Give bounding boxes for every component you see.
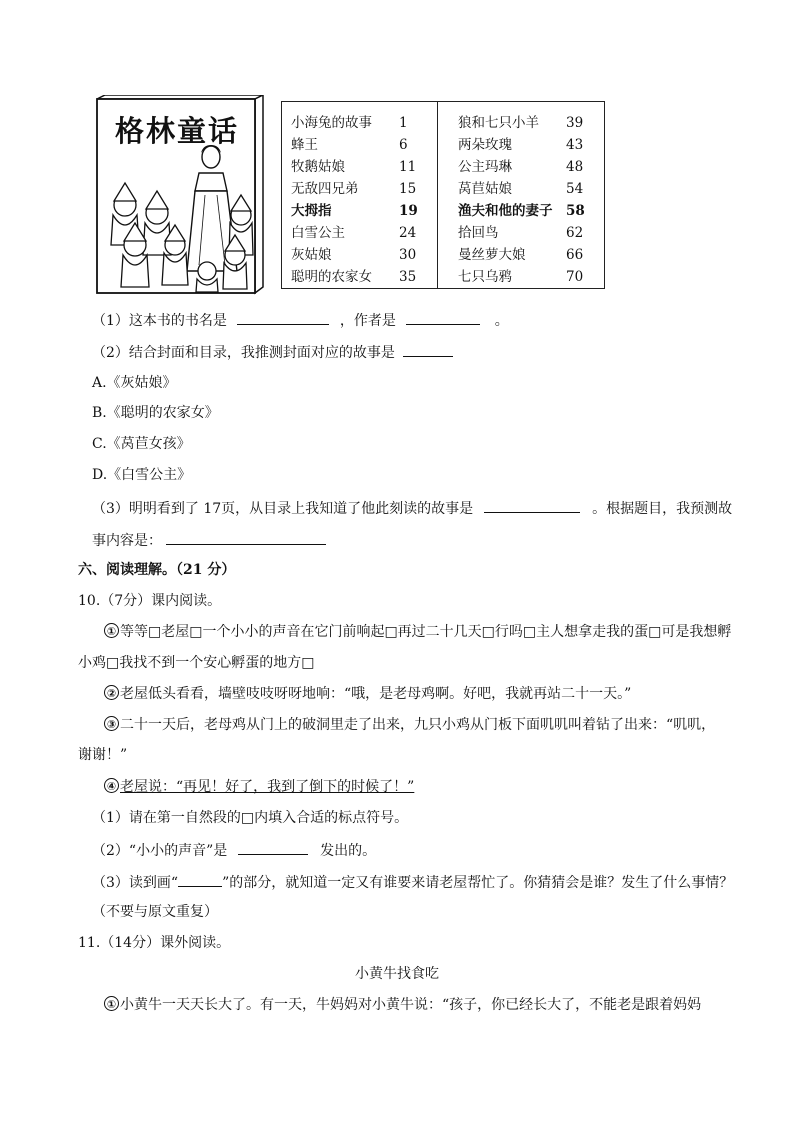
toc-entry-page: 58 — [566, 203, 585, 219]
book-cover-illustration — [95, 95, 265, 295]
toc-entry-page: 15 — [399, 181, 417, 197]
toc-column-left — [282, 102, 437, 288]
q10-p4-text: 老屋说：“再见！好了，我到了倒下的时候了！” — [120, 779, 415, 795]
toc-entry-title: 牧鹅姑娘 — [291, 159, 345, 175]
q9-sub2 — [92, 342, 453, 362]
toc-entry-page: 48 — [566, 159, 584, 175]
toc-entry-page: 70 — [566, 269, 584, 285]
toc-entry — [458, 200, 596, 222]
q10-p3-text: 二十一天后，老母鸡从门上的破洞里走了出来，九只小鸡从门板下面叽叽叫着钻了出来：“叽叽， — [120, 717, 716, 733]
paragraph-number: ④ — [104, 778, 119, 793]
toc-entry-title: 两朵玫瑰 — [458, 137, 512, 153]
q10-sub2 — [92, 840, 376, 860]
toc-entry — [458, 266, 596, 288]
q9-sub1-text: （1）这本书的书名是 — [92, 313, 227, 329]
q10-paragraph-3 — [104, 716, 715, 734]
underline-mark-blank — [178, 872, 222, 887]
toc-entry-page: 11 — [399, 159, 417, 175]
q10-paragraph-2 — [104, 685, 631, 703]
toc-entry-page: 24 — [399, 225, 417, 241]
toc-entry — [291, 134, 429, 156]
q11-header: 11.（14分）课外阅读。 — [78, 935, 231, 951]
toc-entry-page: 30 — [399, 247, 417, 263]
paragraph-number: ② — [104, 685, 119, 700]
toc-column-right — [437, 102, 604, 288]
prediction-blank[interactable] — [166, 530, 326, 545]
toc-entry-page: 35 — [399, 269, 417, 285]
toc-entry — [291, 112, 429, 134]
toc-entry-title: 狼和七只小羊 — [458, 115, 539, 131]
toc-entry-title: 拾回鸟 — [458, 225, 499, 241]
toc-entry-title: 蜂王 — [291, 137, 318, 153]
toc-entry-page: 1 — [399, 115, 408, 131]
q10-paragraph-1-cont: 小鸡□我找不到一个安心孵蛋的地方□ — [78, 655, 315, 671]
q9-sub1-text-2: ，作者是 — [339, 313, 396, 329]
paragraph-number: ① — [104, 623, 119, 638]
current-story-blank[interactable] — [484, 498, 580, 513]
cover-story-blank[interactable] — [403, 342, 453, 357]
toc-entry-title: 灰姑娘 — [291, 247, 332, 263]
q11-paragraph-1 — [104, 996, 701, 1014]
toc-entry-title: 莴苣姑娘 — [458, 181, 512, 197]
toc-entry-title: 渔夫和他的妻子 — [458, 203, 553, 219]
q9-option-b[interactable]: B.《聪明的农家女》 — [92, 405, 219, 421]
book-title-blank[interactable] — [237, 310, 329, 325]
section-heading: 六、阅读理解。（21 分） — [78, 562, 236, 578]
q11-p1-text: 小黄牛一天天长大了。有一天，牛妈妈对小黄牛说：“孩子，你已经长大了，不能老是跟着妈妈 — [120, 997, 702, 1013]
q9-sub3 — [92, 498, 732, 518]
toc-entry-title: 白雪公主 — [291, 225, 345, 241]
paragraph-number: ③ — [104, 716, 119, 731]
toc-entry — [291, 178, 429, 200]
q10-sub2-text: （2）“小小的声音”是 — [92, 843, 228, 859]
q10-paragraph-3-cont: 谢谢！” — [78, 747, 128, 763]
q10-sub3 — [92, 872, 733, 892]
toc-entry-title: 聪明的农家女 — [291, 269, 372, 285]
toc-entry — [291, 266, 429, 288]
q9-sub1-text-3: 。 — [494, 313, 509, 329]
q11-story-title: 小黄牛找食吃 — [355, 966, 439, 982]
toc-entry-title: 无敌四兄弟 — [291, 181, 359, 197]
q10-p1-text: 等等□老屋□一个小小的声音在它门前响起□再过二十几天□行吗□主人想拿走我的蛋□可是我想孵 — [120, 624, 732, 640]
q9-sub3-text-3: 事内容是： — [92, 533, 162, 549]
toc-entry-page: 43 — [566, 137, 584, 153]
toc-entry-page: 39 — [566, 115, 584, 131]
toc-entry — [291, 244, 429, 266]
toc-entry-title: 公主玛琳 — [458, 159, 512, 175]
voice-source-blank[interactable] — [238, 840, 308, 855]
toc-entry-title: 曼丝萝大娘 — [458, 247, 526, 263]
toc-entry-page: 6 — [399, 137, 408, 153]
q9-sub2-text: （2）结合封面和目录，我推测封面对应的故事是 — [92, 345, 395, 361]
toc-entry — [291, 222, 429, 244]
q10-header: 10.（7分）课内阅读。 — [78, 593, 222, 609]
toc-entry-page: 19 — [399, 203, 418, 219]
q10-sub1: （1）请在第一自然段的□内填入合适的标点符号。 — [92, 810, 409, 826]
q9-option-d[interactable]: D.《白雪公主》 — [92, 467, 192, 483]
q9-sub3-cont — [92, 530, 326, 550]
toc-entry-title: 小海兔的故事 — [291, 115, 372, 131]
toc-entry — [458, 222, 596, 244]
q10-paragraph-4 — [104, 778, 414, 796]
toc-entry — [458, 134, 596, 156]
toc-entry-page: 62 — [566, 225, 584, 241]
q10-sub3-text-2: ”的部分，就知道一定又有谁要来请老屋帮忙了。你猜猜会是谁？发生了什么事情？ — [222, 875, 734, 891]
book-title: 格林童话 — [115, 114, 240, 148]
toc-entry-page: 54 — [566, 181, 584, 197]
toc-entry-page: 66 — [566, 247, 584, 263]
toc-entry-title: 七只乌鸦 — [458, 269, 512, 285]
paragraph-number: ① — [104, 996, 119, 1011]
q10-sub3-note: （不要与原文重复） — [92, 904, 218, 920]
toc-entry — [458, 112, 596, 134]
q9-sub1 — [92, 310, 509, 330]
toc-entry — [291, 200, 429, 222]
toc-entry — [458, 178, 596, 200]
q9-option-c[interactable]: C.《莴苣女孩》 — [92, 436, 191, 452]
toc-entry — [291, 156, 429, 178]
q10-sub3-text: （3）读到画“ — [92, 875, 179, 891]
q9-sub3-text: （3）明明看到了 17页，从目录上我知道了他此刻读的故事是 — [92, 501, 474, 517]
q9-option-a[interactable]: A.《灰姑娘》 — [92, 375, 177, 391]
author-blank[interactable] — [406, 310, 480, 325]
q10-paragraph-1 — [104, 623, 731, 641]
toc-entry — [458, 156, 596, 178]
toc-entry-title: 大拇指 — [291, 203, 332, 219]
table-of-contents — [281, 101, 605, 289]
toc-entry — [458, 244, 596, 266]
q10-p2-text: 老屋低头看看，墙壁吱吱呀呀地响：“哦，是老母鸡啊。好吧，我就再站二十一天。” — [120, 686, 632, 702]
q10-sub2-text-2: 发出的。 — [320, 843, 377, 859]
q9-sub3-text-2: 。根据题目，我预测故 — [592, 501, 733, 517]
